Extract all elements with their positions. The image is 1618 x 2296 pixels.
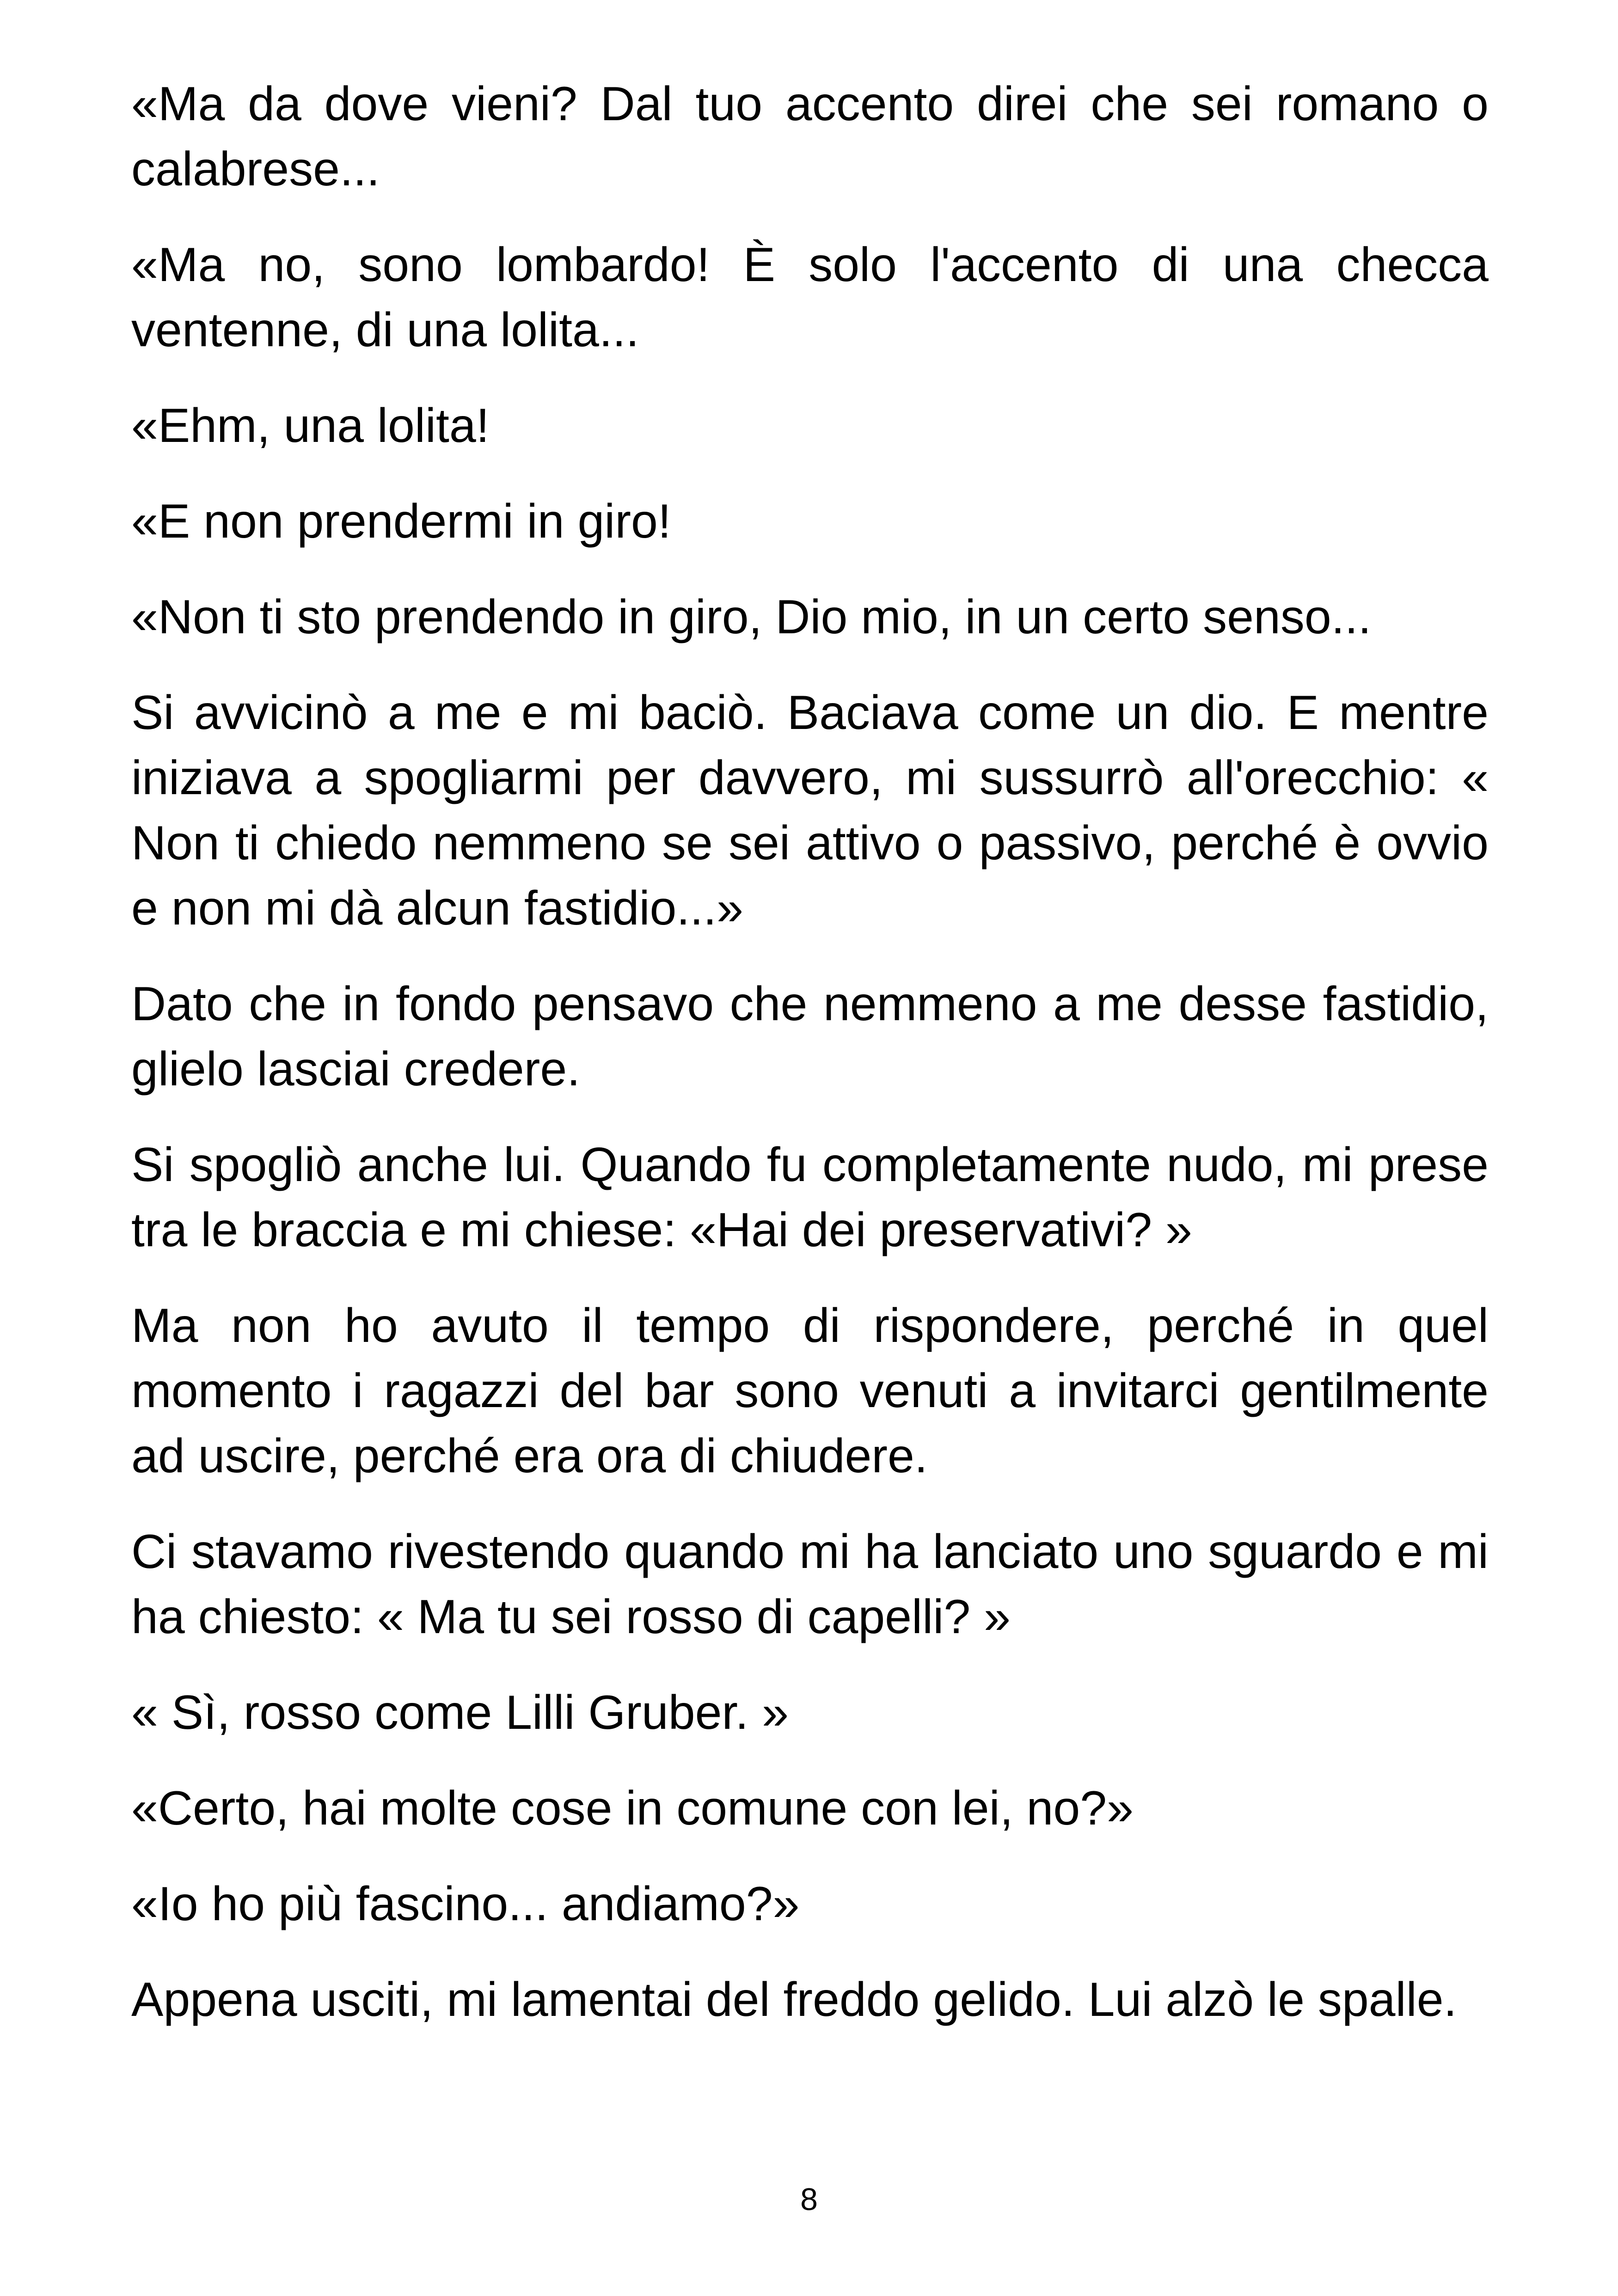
paragraph-1: «Ma da dove vieni? Dal tuo accento direi che sei romano o calabrese... — [131, 77, 1489, 196]
paragraph-5: «Non ti sto prendendo in giro, Dio mio, in un certo senso... — [131, 590, 1372, 644]
paragraph-12: «Certo, hai molte cose in comune con lei, no?» — [131, 1782, 1134, 1835]
paragraph-6: Si avvicinò a me e mi baciò. Baciava come un dio. E mentre iniziava a spogliarmi per davvero, mi sussurrò all'orecchio: « Non ti chiedo nemmeno se sei attivo o passivo, perché è ovvio e non mi dà alcun fastidio...» — [131, 686, 1489, 935]
paragraph-10: Ci stavamo rivestendo quando mi ha lanciato uno sguardo e mi ha chiesto: « Ma tu sei rosso di capelli? » — [131, 1525, 1489, 1644]
paragraph-9: Ma non ho avuto il tempo di rispondere, perché in quel momento i ragazzi del bar sono venuti a invitarci gentilmente ad uscire, perché era ora di chiudere. — [131, 1299, 1489, 1483]
paragraph-14: Appena usciti, mi lamentai del freddo gelido. Lui alzò le spalle. — [131, 1973, 1457, 2027]
body-text — [131, 72, 1489, 2063]
paragraph-4: «E non prendermi in giro! — [131, 495, 671, 548]
paragraph-13: «Io ho più fascino... andiamo?» — [131, 1877, 800, 1931]
paragraph-3: «Ehm, una lolita! — [131, 399, 490, 453]
paragraph-7: Dato che in fondo pensavo che nemmeno a me desse fastidio, glielo lasciai credere. — [131, 977, 1489, 1096]
paragraph-8: Si spogliò anche lui. Quando fu completamente nudo, mi prese tra le braccia e mi chiese: «Hai dei preservativi? » — [131, 1138, 1489, 1257]
paragraph-11: « Sì, rosso come Lilli Gruber. » — [131, 1686, 789, 1739]
paragraph-2: «Ma no, sono lombardo! È solo l'accento di una checca ventenne, di una lolita... — [131, 238, 1489, 357]
page-number: 8 — [800, 2182, 818, 2217]
